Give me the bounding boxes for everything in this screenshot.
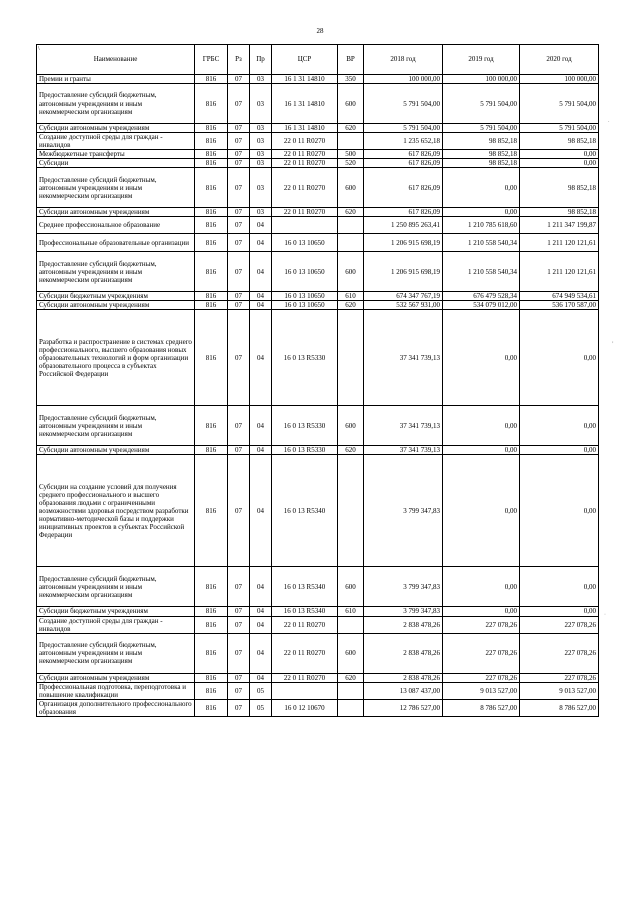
table-row	[37, 217, 599, 234]
cell-csr: 22 0 11 R0270	[272, 168, 338, 208]
cell-y2019: 0,00	[443, 406, 520, 446]
cell-pr: 03	[250, 159, 272, 168]
cell-y2020: 536 170 587,00	[520, 301, 599, 310]
cell-y2019: 676 479 528,34	[443, 292, 520, 301]
cell-grbs: 816	[195, 217, 228, 234]
cell-name: Субсидии бюджетным учреждениям	[37, 292, 195, 301]
cell-y2020: 227 078,26	[520, 633, 599, 673]
cell-csr: 22 0 11 R0270	[272, 673, 338, 682]
cell-grbs: 816	[195, 133, 228, 150]
table-row	[37, 446, 599, 455]
cell-y2018: 1 206 915 698,19	[364, 252, 443, 292]
cell-pr: 04	[250, 673, 272, 682]
cell-pr: 03	[250, 133, 272, 150]
cell-grbs: 816	[195, 455, 228, 567]
cell-y2019: 9 013 527,00	[443, 682, 520, 699]
cell-name: Предоставление субсидий бюджетным, автономным учреждениям и иным некоммерческим организациям	[37, 168, 195, 208]
cell-name: Профессиональная подготовка, переподготовка и повышение квалификации	[37, 682, 195, 699]
cell-y2020: 100 000,00	[520, 75, 599, 84]
cell-y2018: 13 087 437,00	[364, 682, 443, 699]
cell-y2018: 12 786 527,00	[364, 699, 443, 716]
scan-speck: ,	[612, 338, 614, 344]
table-row	[37, 406, 599, 446]
cell-csr: 16 0 13 R5330	[272, 310, 338, 406]
cell-csr: 22 0 11 R0270	[272, 133, 338, 150]
cell-y2018: 37 341 739,13	[364, 310, 443, 406]
cell-name: Создание доступной среды для граждан - инвалидов	[37, 616, 195, 633]
cell-rz: 07	[228, 75, 250, 84]
cell-vr	[338, 310, 364, 406]
cell-csr: 22 0 11 R0270	[272, 159, 338, 168]
table-header-row	[37, 45, 599, 75]
cell-csr: 16 1 31 14810	[272, 124, 338, 133]
cell-csr: 22 0 11 R0270	[272, 616, 338, 633]
cell-csr: 22 0 11 R0270	[272, 208, 338, 217]
cell-y2019: 98 852,18	[443, 133, 520, 150]
cell-y2020: 0,00	[520, 455, 599, 567]
cell-name: Профессиональные образовательные организации	[37, 234, 195, 252]
cell-rz: 07	[228, 446, 250, 455]
cell-y2020: 0,00	[520, 310, 599, 406]
cell-csr: 16 0 13 10650	[272, 234, 338, 252]
cell-y2018: 5 791 504,00	[364, 124, 443, 133]
cell-y2019: 227 078,26	[443, 673, 520, 682]
cell-y2019: 1 210 558 540,34	[443, 234, 520, 252]
header-csr: ЦСР	[272, 45, 338, 75]
cell-name: Межбюджетные трансферты	[37, 150, 195, 159]
cell-pr: 04	[250, 234, 272, 252]
table-row	[37, 633, 599, 673]
cell-rz: 07	[228, 133, 250, 150]
cell-y2019: 0,00	[443, 310, 520, 406]
cell-y2020: 227 078,26	[520, 616, 599, 633]
cell-csr: 16 1 31 14810	[272, 84, 338, 124]
cell-vr	[338, 699, 364, 716]
cell-csr: 16 0 12 10670	[272, 699, 338, 716]
table-row	[37, 455, 599, 567]
cell-csr: 16 0 13 R5340	[272, 567, 338, 607]
cell-vr: 620	[338, 301, 364, 310]
cell-y2019: 0,00	[443, 168, 520, 208]
cell-name: Предоставление субсидий бюджетным, автономным учреждениям и иным некоммерческим организациям	[37, 633, 195, 673]
cell-y2019: 0,00	[443, 455, 520, 567]
table-row	[37, 301, 599, 310]
cell-vr: 620	[338, 124, 364, 133]
cell-rz: 07	[228, 252, 250, 292]
cell-y2020: 674 949 534,61	[520, 292, 599, 301]
table-row	[37, 150, 599, 159]
cell-y2020: 0,00	[520, 406, 599, 446]
cell-y2019: 227 078,26	[443, 616, 520, 633]
cell-grbs: 816	[195, 75, 228, 84]
cell-y2018: 1 250 895 263,41	[364, 217, 443, 234]
cell-y2018: 2 838 478,26	[364, 633, 443, 673]
cell-vr: 350	[338, 75, 364, 84]
table-row	[37, 292, 599, 301]
table-row	[37, 234, 599, 252]
cell-y2020: 0,00	[520, 159, 599, 168]
cell-pr: 03	[250, 124, 272, 133]
cell-csr: 22 0 11 R0270	[272, 633, 338, 673]
cell-pr: 03	[250, 75, 272, 84]
cell-grbs: 816	[195, 159, 228, 168]
table-row	[37, 607, 599, 616]
page-number: 28	[316, 27, 324, 35]
table-row	[37, 124, 599, 133]
cell-pr: 03	[250, 84, 272, 124]
cell-rz: 07	[228, 607, 250, 616]
cell-pr: 04	[250, 310, 272, 406]
cell-grbs: 816	[195, 124, 228, 133]
cell-rz: 07	[228, 673, 250, 682]
cell-vr: 610	[338, 607, 364, 616]
cell-name: Создание доступной среды для граждан - инвалидов	[37, 133, 195, 150]
cell-pr: 05	[250, 699, 272, 716]
cell-grbs: 816	[195, 616, 228, 633]
cell-name: Организация дополнительного профессионального образования	[37, 699, 195, 716]
cell-y2019: 8 786 527,00	[443, 699, 520, 716]
table-row	[37, 84, 599, 124]
cell-name: Субсидии автономным учреждениям	[37, 673, 195, 682]
cell-grbs: 816	[195, 310, 228, 406]
cell-y2019: 227 078,26	[443, 633, 520, 673]
cell-vr: 620	[338, 673, 364, 682]
cell-pr: 04	[250, 633, 272, 673]
cell-y2019: 5 791 504,00	[443, 84, 520, 124]
table-row	[37, 682, 599, 699]
header-rz: Рз	[228, 45, 250, 75]
cell-rz: 07	[228, 310, 250, 406]
cell-name: Субсидии на создание условий для получения среднего профессионального и высшего образования людьми с ограниченными возможностями здоровья посредством разработки нормативно-методической базы и поддержки инициативных проектов в субъектах Российской Федерации	[37, 455, 195, 567]
cell-grbs: 816	[195, 301, 228, 310]
cell-vr	[338, 682, 364, 699]
header-vr: ВР	[338, 45, 364, 75]
cell-rz: 07	[228, 633, 250, 673]
cell-pr: 04	[250, 252, 272, 292]
table-row	[37, 133, 599, 150]
header-pr: Пр	[250, 45, 272, 75]
cell-vr	[338, 455, 364, 567]
cell-rz: 07	[228, 124, 250, 133]
cell-csr: 16 0 13 R5340	[272, 607, 338, 616]
cell-grbs: 816	[195, 567, 228, 607]
cell-pr: 05	[250, 682, 272, 699]
cell-y2019: 100 000,00	[443, 75, 520, 84]
cell-grbs: 816	[195, 633, 228, 673]
table-row	[37, 159, 599, 168]
cell-vr	[338, 616, 364, 633]
cell-name: Предоставление субсидий бюджетным, автономным учреждениям и иным некоммерческим организациям	[37, 567, 195, 607]
cell-name: Субсидии автономным учреждениям	[37, 124, 195, 133]
cell-vr	[338, 133, 364, 150]
cell-csr: 16 0 13 10650	[272, 301, 338, 310]
cell-y2018: 3 799 347,83	[364, 455, 443, 567]
corner-tick-mark: \	[38, 46, 40, 52]
cell-rz: 07	[228, 84, 250, 124]
cell-name: Субсидии	[37, 159, 195, 168]
cell-vr: 620	[338, 446, 364, 455]
cell-y2020: 8 786 527,00	[520, 699, 599, 716]
cell-grbs: 816	[195, 150, 228, 159]
cell-csr: 16 1 31 14810	[272, 75, 338, 84]
cell-csr: 22 0 11 R0270	[272, 150, 338, 159]
cell-csr: 16 0 13 R5330	[272, 446, 338, 455]
cell-grbs: 816	[195, 607, 228, 616]
cell-y2018: 617 826,09	[364, 208, 443, 217]
header-name: Наименование	[37, 45, 195, 75]
cell-y2018: 617 826,09	[364, 150, 443, 159]
cell-grbs: 816	[195, 292, 228, 301]
header-2018: 2018 год	[364, 45, 443, 75]
cell-vr	[338, 217, 364, 234]
cell-y2018: 3 799 347,83	[364, 607, 443, 616]
cell-y2020: 5 791 504,00	[520, 84, 599, 124]
cell-rz: 07	[228, 301, 250, 310]
cell-y2019: 1 210 785 618,60	[443, 217, 520, 234]
cell-rz: 07	[228, 208, 250, 217]
cell-y2018: 532 567 931,00	[364, 301, 443, 310]
cell-name: Премии и гранты	[37, 75, 195, 84]
cell-csr: 16 0 13 10650	[272, 252, 338, 292]
cell-rz: 07	[228, 616, 250, 633]
budget-table	[36, 44, 599, 717]
cell-vr: 600	[338, 84, 364, 124]
cell-y2018: 37 341 739,13	[364, 446, 443, 455]
cell-name: Предоставление субсидий бюджетным, автономным учреждениям и иным некоммерческим организациям	[37, 252, 195, 292]
cell-pr: 03	[250, 150, 272, 159]
cell-y2018: 100 000,00	[364, 75, 443, 84]
cell-y2019: 98 852,18	[443, 150, 520, 159]
cell-grbs: 816	[195, 84, 228, 124]
table-row	[37, 699, 599, 716]
cell-pr: 04	[250, 292, 272, 301]
cell-y2018: 2 838 478,26	[364, 673, 443, 682]
cell-vr: 600	[338, 633, 364, 673]
table-row	[37, 252, 599, 292]
cell-vr: 520	[338, 159, 364, 168]
cell-name: Среднее профессиональное образование	[37, 217, 195, 234]
cell-y2020: 0,00	[520, 567, 599, 607]
cell-y2018: 37 341 739,13	[364, 406, 443, 446]
cell-name: Субсидии автономным учреждениям	[37, 301, 195, 310]
cell-y2018: 617 826,09	[364, 159, 443, 168]
cell-y2020: 5 791 504,00	[520, 124, 599, 133]
cell-y2020: 1 211 347 199,87	[520, 217, 599, 234]
scan-speck: ·	[604, 612, 606, 618]
cell-pr: 04	[250, 455, 272, 567]
cell-y2020: 0,00	[520, 446, 599, 455]
table-row	[37, 616, 599, 633]
cell-pr: 03	[250, 168, 272, 208]
table-row	[37, 75, 599, 84]
cell-grbs: 816	[195, 682, 228, 699]
cell-y2020: 1 211 120 121,61	[520, 234, 599, 252]
cell-rz: 07	[228, 168, 250, 208]
cell-y2018: 674 347 767,19	[364, 292, 443, 301]
cell-rz: 07	[228, 567, 250, 607]
cell-pr: 04	[250, 607, 272, 616]
cell-pr: 04	[250, 406, 272, 446]
cell-pr: 04	[250, 217, 272, 234]
cell-rz: 07	[228, 699, 250, 716]
cell-y2018: 1 235 652,18	[364, 133, 443, 150]
cell-csr: 16 0 13 R5340	[272, 455, 338, 567]
cell-y2019: 534 079 012,00	[443, 301, 520, 310]
table-row	[37, 168, 599, 208]
cell-pr: 04	[250, 301, 272, 310]
header-2020: 2020 год	[520, 45, 599, 75]
table-row	[37, 208, 599, 217]
cell-y2020: 0,00	[520, 607, 599, 616]
header-2019: 2019 год	[443, 45, 520, 75]
cell-rz: 07	[228, 682, 250, 699]
cell-name: Субсидии автономным учреждениям	[37, 208, 195, 217]
cell-y2019: 0,00	[443, 607, 520, 616]
cell-vr: 600	[338, 252, 364, 292]
cell-csr	[272, 682, 338, 699]
cell-csr: 16 0 13 10650	[272, 292, 338, 301]
cell-y2018: 1 206 915 698,19	[364, 234, 443, 252]
cell-vr: 620	[338, 208, 364, 217]
cell-vr: 600	[338, 168, 364, 208]
cell-name: Субсидии бюджетным учреждениям	[37, 607, 195, 616]
cell-y2019: 0,00	[443, 567, 520, 607]
cell-y2020: 98 852,18	[520, 168, 599, 208]
cell-rz: 07	[228, 292, 250, 301]
scan-speck: .	[608, 118, 610, 124]
cell-csr	[272, 217, 338, 234]
cell-csr: 16 0 13 R5330	[272, 406, 338, 446]
cell-y2019: 5 791 504,00	[443, 124, 520, 133]
cell-y2018: 3 799 347,83	[364, 567, 443, 607]
cell-grbs: 816	[195, 234, 228, 252]
table-row	[37, 310, 599, 406]
cell-vr: 610	[338, 292, 364, 301]
cell-y2020: 98 852,18	[520, 133, 599, 150]
cell-y2019: 0,00	[443, 208, 520, 217]
cell-pr: 03	[250, 208, 272, 217]
cell-name: Предоставление субсидий бюджетным, автономным учреждениям и иным некоммерческим организациям	[37, 406, 195, 446]
cell-y2019: 1 210 558 540,34	[443, 252, 520, 292]
cell-rz: 07	[228, 406, 250, 446]
cell-rz: 07	[228, 159, 250, 168]
cell-y2020: 0,00	[520, 150, 599, 159]
cell-grbs: 816	[195, 446, 228, 455]
cell-y2020: 227 078,26	[520, 673, 599, 682]
cell-pr: 04	[250, 567, 272, 607]
cell-y2020: 98 852,18	[520, 208, 599, 217]
cell-pr: 04	[250, 446, 272, 455]
cell-y2019: 98 852,18	[443, 159, 520, 168]
cell-y2018: 617 826,09	[364, 168, 443, 208]
cell-name: Предоставление субсидий бюджетным, автономным учреждениям и иным некоммерческим организациям	[37, 84, 195, 124]
cell-y2020: 9 013 527,00	[520, 682, 599, 699]
table-row	[37, 567, 599, 607]
cell-grbs: 816	[195, 699, 228, 716]
cell-y2019: 0,00	[443, 446, 520, 455]
cell-y2018: 5 791 504,00	[364, 84, 443, 124]
cell-vr: 600	[338, 406, 364, 446]
cell-y2018: 2 838 478,26	[364, 616, 443, 633]
cell-vr: 500	[338, 150, 364, 159]
cell-rz: 07	[228, 217, 250, 234]
cell-name: Разработка и распространение в системах среднего профессионального, высшего образования новых образовательных технологий и форм организации образовательного процесса в субъектах Российской Федерации	[37, 310, 195, 406]
cell-rz: 07	[228, 234, 250, 252]
cell-name: Субсидии автономным учреждениям	[37, 446, 195, 455]
cell-grbs: 816	[195, 252, 228, 292]
cell-pr: 04	[250, 616, 272, 633]
cell-rz: 07	[228, 455, 250, 567]
cell-vr: 600	[338, 567, 364, 607]
cell-grbs: 816	[195, 673, 228, 682]
cell-y2020: 1 211 120 121,61	[520, 252, 599, 292]
cell-vr	[338, 234, 364, 252]
header-grbs: ГРБС	[195, 45, 228, 75]
cell-rz: 07	[228, 150, 250, 159]
cell-grbs: 816	[195, 406, 228, 446]
cell-grbs: 816	[195, 168, 228, 208]
table-row	[37, 673, 599, 682]
cell-grbs: 816	[195, 208, 228, 217]
